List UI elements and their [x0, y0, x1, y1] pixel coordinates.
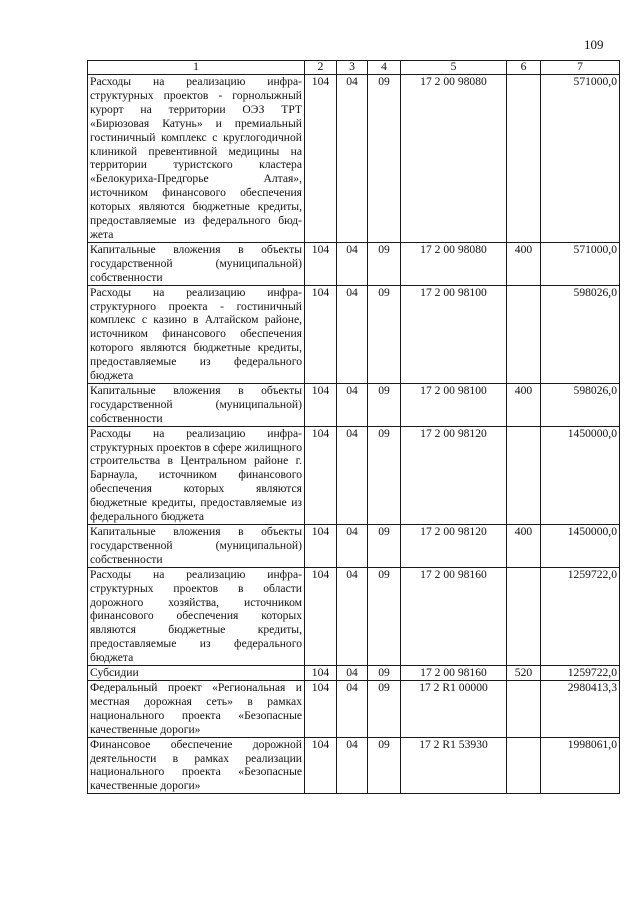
- page-number: 109: [584, 37, 604, 52]
- ministry-code: 104: [305, 285, 337, 383]
- amount: 1450000,0: [541, 525, 620, 568]
- section-code: 04: [337, 285, 368, 383]
- column-header-4: 4: [368, 61, 401, 75]
- section-code: 04: [337, 567, 368, 665]
- expense-name: Расходы на реализацию инфраструктурного проекта - гостиничный комплекс с казино в Алтайском районе, источником финансового обеспечения которого являются бюджетные кредиты, предоставляемые из федерального бюджета: [88, 285, 305, 383]
- subsection-code: 09: [368, 285, 401, 383]
- expense-name: Федеральный проект «Региональная и местная дорожная сеть» в рамках национального проекта «Безопасные качественные дороги»: [88, 680, 305, 737]
- section-code: 04: [337, 426, 368, 524]
- ministry-code: 104: [305, 680, 337, 737]
- target-article-code: 17 2 00 98100: [401, 383, 507, 426]
- target-article-code: 17 2 R1 00000: [401, 680, 507, 737]
- ministry-code: 104: [305, 737, 337, 794]
- expense-name: Расходы на реализацию инфраструктурных проектов в области дорожного хозяйства, источником финансового обеспечения которых являются бюджетные кредиты, предоставляемые из федерального бюджета: [88, 567, 305, 665]
- expense-type-code: [507, 737, 541, 794]
- amount: 571000,0: [541, 242, 620, 285]
- expense-type-code: [507, 75, 541, 243]
- table-header-row: [88, 61, 620, 75]
- target-article-code: 17 2 00 98080: [401, 75, 507, 243]
- column-header-2: 2: [305, 61, 337, 75]
- subsection-code: 09: [368, 426, 401, 524]
- expense-type-code: 400: [507, 525, 541, 568]
- table-row: [88, 737, 620, 794]
- table-row: [88, 242, 620, 285]
- ministry-code: 104: [305, 383, 337, 426]
- ministry-code: 104: [305, 242, 337, 285]
- amount: 1450000,0: [541, 426, 620, 524]
- subsection-code: 09: [368, 242, 401, 285]
- target-article-code: 17 2 00 98100: [401, 285, 507, 383]
- column-header-5: 5: [401, 61, 507, 75]
- expense-type-code: 520: [507, 666, 541, 681]
- section-code: 04: [337, 666, 368, 681]
- section-code: 04: [337, 383, 368, 426]
- ministry-code: 104: [305, 426, 337, 524]
- amount: 2980413,3: [541, 680, 620, 737]
- target-article-code: 17 2 00 98160: [401, 567, 507, 665]
- ministry-code: 104: [305, 666, 337, 681]
- expense-name: Капитальные вложения в объекты государственной (муниципальной) собственности: [88, 383, 305, 426]
- section-code: 04: [337, 242, 368, 285]
- table-row: [88, 525, 620, 568]
- column-header-3: 3: [337, 61, 368, 75]
- table-row: [88, 426, 620, 524]
- target-article-code: 17 2 R1 53930: [401, 737, 507, 794]
- expense-name: Расходы на реализацию инфраструктурных проектов - горнолыжный курорт на территории ОЭЗ ТРТ «Бирюзовая Катунь» и премиальный гостиничный комплекс с круглогодичной клиникой превентивной медицины на территории туристского кластера «Белокуриха-Предгорье Алтая», источником финансового обеспечения которых являются бюджетные кредиты, предоставляемые из федерального бюджета: [88, 75, 305, 243]
- amount: 598026,0: [541, 285, 620, 383]
- amount: 1998061,0: [541, 737, 620, 794]
- target-article-code: 17 2 00 98080: [401, 242, 507, 285]
- amount: 598026,0: [541, 383, 620, 426]
- expense-name: Расходы на реализацию инфраструктурных проектов в сфере жилищного строительства в Центральном районе г. Барнаула, источником финансового обеспечения которых являются бюджетные кредиты, предоставляемые из федерального бюджета: [88, 426, 305, 524]
- expense-type-code: [507, 567, 541, 665]
- subsection-code: 09: [368, 383, 401, 426]
- subsection-code: 09: [368, 75, 401, 243]
- section-code: 04: [337, 680, 368, 737]
- table-row: [88, 285, 620, 383]
- section-code: 04: [337, 737, 368, 794]
- table-row: [88, 666, 620, 681]
- amount: 571000,0: [541, 75, 620, 243]
- subsection-code: 09: [368, 666, 401, 681]
- section-code: 04: [337, 75, 368, 243]
- expense-name: Субсидии: [88, 666, 305, 681]
- expense-type-code: [507, 285, 541, 383]
- subsection-code: 09: [368, 680, 401, 737]
- expense-type-code: 400: [507, 242, 541, 285]
- expense-type-code: 400: [507, 383, 541, 426]
- expense-type-code: [507, 680, 541, 737]
- table-row: [88, 383, 620, 426]
- ministry-code: 104: [305, 525, 337, 568]
- section-code: 04: [337, 525, 368, 568]
- target-article-code: 17 2 00 98120: [401, 426, 507, 524]
- table-row: [88, 680, 620, 737]
- expense-name: Капитальные вложения в объекты государственной (муниципальной) собственности: [88, 525, 305, 568]
- ministry-code: 104: [305, 75, 337, 243]
- column-header-7: 7: [541, 61, 620, 75]
- expense-name: Капитальные вложения в объекты государственной (муниципальной) собственности: [88, 242, 305, 285]
- expense-name: Финансовое обеспечение дорожной деятельности в рамках реализации национального проекта «Безопасные качественные дороги»: [88, 737, 305, 794]
- ministry-code: 104: [305, 567, 337, 665]
- target-article-code: 17 2 00 98120: [401, 525, 507, 568]
- subsection-code: 09: [368, 525, 401, 568]
- expense-type-code: [507, 426, 541, 524]
- amount: 1259722,0: [541, 567, 620, 665]
- column-header-6: 6: [507, 61, 541, 75]
- table-row: [88, 567, 620, 665]
- amount: 1259722,0: [541, 666, 620, 681]
- subsection-code: 09: [368, 737, 401, 794]
- subsection-code: 09: [368, 567, 401, 665]
- column-header-1: 1: [88, 61, 305, 75]
- table-row: [88, 75, 620, 243]
- target-article-code: 17 2 00 98160: [401, 666, 507, 681]
- budget-table: [87, 60, 620, 794]
